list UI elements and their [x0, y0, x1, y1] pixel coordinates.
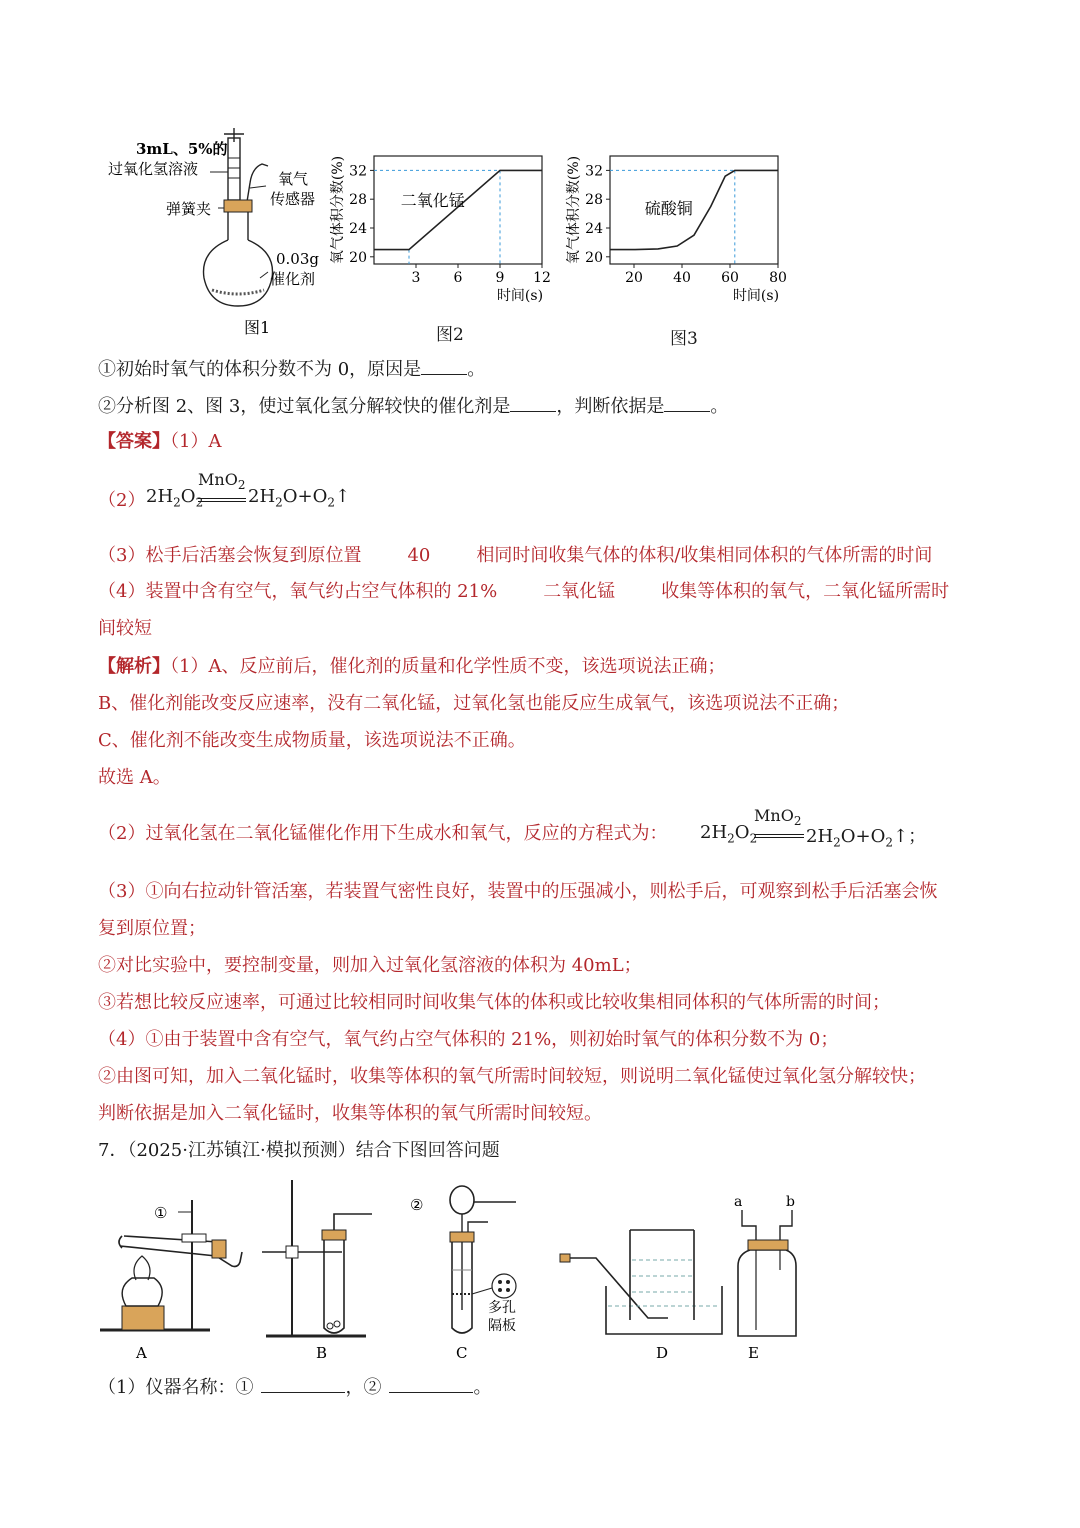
fig1-label-solution-1: 3mL、5%的 [136, 140, 228, 158]
answer-line-1 [98, 430, 221, 454]
answer-2-arrow-bottom [198, 501, 246, 502]
answer-2-equation [98, 470, 378, 510]
answer-2-catalyst: MnO$_2$ [198, 470, 246, 493]
porous-label-1: 多孔 [488, 1300, 516, 1316]
answer-2-reactant: $2H_2O_2$ [146, 486, 204, 510]
analysis-line-11: ②由图可知，加入二氧化锰时，收集等体积的氧气所需时间较短，则说明二氧化锰使过氧化氢分解较快； [98, 1066, 926, 1087]
q2-text-b: ，判断依据是 [556, 396, 665, 417]
question-7-title: 7．（2025·江苏镇江·模拟预测）结合下图回答问题 [98, 1140, 500, 1161]
q2-blank-1 [510, 393, 556, 412]
answer-line-3 [98, 544, 932, 568]
y-tick-label: 32 [585, 163, 603, 180]
answer-4a: （4）装置中含有空气，氧气约占空气体积的 21% [98, 581, 498, 602]
analysis-eq-reactant: $2H_2O_2$ [700, 822, 758, 846]
question-1 [98, 356, 485, 382]
q1-end: 。 [467, 359, 486, 380]
fig1-label-catalyst-1: 0.03g [276, 250, 320, 268]
analysis-line-1 [98, 655, 725, 679]
apparatus-c [410, 1186, 516, 1362]
x-tick-label: 9 [495, 270, 505, 286]
analysis-eq-arrow-bottom [754, 837, 804, 838]
porous-label-2: 隔板 [488, 1318, 516, 1334]
answer-2-prefix: （2） [98, 490, 146, 511]
x-tick-label: 3 [411, 270, 421, 286]
y-tick-label: 24 [585, 221, 603, 237]
y-tick-label: 32 [349, 163, 367, 180]
x-tick-label: 12 [533, 270, 551, 286]
q2-text-a: ②分析图 2、图 3，使过氧化氢分解较快的催化剂是 [98, 396, 511, 417]
q7-sub1-text-a: （1）仪器名称：① [98, 1377, 254, 1398]
figure-1-apparatus [100, 128, 330, 348]
series-annotation: 硫酸铜 [644, 199, 693, 218]
fig1-label-clip: 弹簧夹 [166, 200, 212, 218]
analysis-eq-arrow-top [754, 834, 804, 835]
answer-2-arrow-top [198, 498, 246, 499]
question-2 [98, 393, 728, 419]
marker-2: ② [410, 1196, 424, 1214]
y-tick-label: 24 [349, 221, 367, 237]
analysis-tag: 【解析】 [98, 656, 170, 677]
y-tick-label: 28 [349, 192, 367, 209]
label-c: C [456, 1344, 468, 1362]
answer-2-products: $2H_2O+O_2↑$ [248, 486, 351, 510]
answer-4b: 二氧化锰 [543, 581, 616, 602]
q2-end: 。 [710, 396, 729, 417]
figure-3-chart [562, 146, 798, 346]
analysis-line-2: B、催化剂能改变反应速率，没有二氧化锰，过氧化氢也能反应生成氧气，该选项说法不正确； [98, 693, 850, 714]
analysis-line-10: （4）①由于装置中含有空气，氧气约占空气体积的 21%，则初始时氧气的体积分数不为 0； [98, 1029, 839, 1050]
q2-blank-2 [664, 393, 710, 412]
analysis-line-6: （3）①向右拉动针管活塞，若装置气密性良好，装置中的压强减小，则松手后，可观察到松手后活塞会恢 [98, 881, 938, 902]
x-tick-label: 60 [721, 270, 739, 286]
y-axis-label: 氧气体积分数(%) [566, 155, 582, 265]
x-axis-label: 时间(s) [732, 288, 780, 304]
answer-3a: （3）松手后活塞会恢复到原位置 [98, 545, 362, 566]
analysis-1: （1）A、反应前后，催化剂的质量和化学性质不变，该选项说法正确； [170, 656, 726, 677]
plot-frame [374, 156, 542, 264]
fig2-caption: 图2 [436, 325, 464, 345]
answer-4d: 间较短 [98, 618, 152, 639]
x-tick-label: 20 [625, 270, 643, 286]
analysis-line-4: 故选 A。 [98, 767, 171, 788]
x-tick-label: 40 [673, 270, 691, 286]
analysis-line-5: （2）过氧化氢在二氧化锰催化作用下生成水和氧气，反应的方程式为： [98, 823, 668, 844]
apparatus-e [734, 1194, 796, 1362]
x-tick-label: 6 [453, 270, 463, 286]
y-tick-label: 28 [585, 192, 603, 209]
plot-frame [610, 156, 778, 264]
answer-1: （1）A [170, 431, 222, 452]
label-a: A [136, 1344, 147, 1362]
x-tick-label: 80 [769, 270, 787, 286]
analysis-line-3: C、催化剂不能改变生成物质量，该选项说法不正确。 [98, 730, 526, 751]
apparatus-d [560, 1230, 722, 1362]
analysis-equation [700, 806, 940, 850]
port-b-label: b [786, 1194, 795, 1210]
answer-line-4 [98, 580, 949, 604]
analysis-eq-products: $2H_2O+O_2↑$； [806, 826, 927, 850]
apparatus-b [262, 1180, 372, 1362]
label-e: E [748, 1344, 759, 1362]
fig1-label-sensor-2: 传感器 [270, 190, 316, 208]
port-a-label: a [734, 1194, 743, 1210]
question-7-sub-1 [98, 1374, 491, 1400]
label-b: B [316, 1344, 328, 1362]
q1-text: ①初始时氧气的体积分数不为 0，原因是 [98, 359, 422, 380]
answer-3b: 40 [407, 545, 431, 566]
x-axis-label: 时间(s) [496, 288, 544, 304]
q7-blank-1 [261, 1374, 345, 1393]
series-annotation: 二氧化锰 [400, 191, 465, 210]
y-tick-label: 20 [585, 249, 603, 266]
label-d: D [656, 1344, 669, 1362]
q7-sub1-end: 。 [473, 1377, 492, 1398]
analysis-line-9: ③若想比较反应速率，可通过比较相同时间收集气体的体积或比较收集相同体积的气体所需的时间； [98, 992, 890, 1013]
apparatus-a [100, 1200, 242, 1362]
fig1-label-sensor-1: 氧气 [278, 170, 309, 188]
fig1-caption: 图1 [244, 318, 271, 337]
answer-4c: 收集等体积的氧气，二氧化锰所需时 [661, 581, 950, 602]
q1-blank [421, 356, 467, 375]
series-line [374, 170, 542, 249]
answer-line-5 [98, 617, 152, 641]
marker-1: ① [154, 1204, 168, 1222]
q7-sub1-text-b: ，② [345, 1377, 382, 1398]
figure-2-chart [326, 146, 562, 346]
analysis-line-7: 复到原位置； [98, 918, 206, 939]
analysis-line-8: ②对比实验中，要控制变量，则加入过氧化氢溶液的体积为 40mL； [98, 955, 642, 976]
analysis-line-12: 判断依据是加入二氧化锰时，收集等体积的氧气所需时间较短。 [98, 1103, 602, 1124]
answer-tag: 【答案】 [98, 431, 170, 452]
analysis-eq-catalyst: MnO$_2$ [754, 806, 802, 829]
fig3-caption: 图3 [670, 329, 698, 349]
y-tick-label: 20 [349, 249, 367, 266]
fig1-label-catalyst-2: 催化剂 [270, 270, 316, 288]
q7-apparatus-figure [96, 1170, 816, 1370]
q7-blank-2 [389, 1374, 473, 1393]
y-axis-label: 氧气体积分数(%) [330, 155, 346, 265]
fig1-label-solution-2: 过氧化氢溶液 [108, 160, 199, 178]
series-line [610, 170, 778, 249]
answer-3c: 相同时间收集气体的体积/收集相同体积的气体所需的时间 [476, 545, 933, 566]
